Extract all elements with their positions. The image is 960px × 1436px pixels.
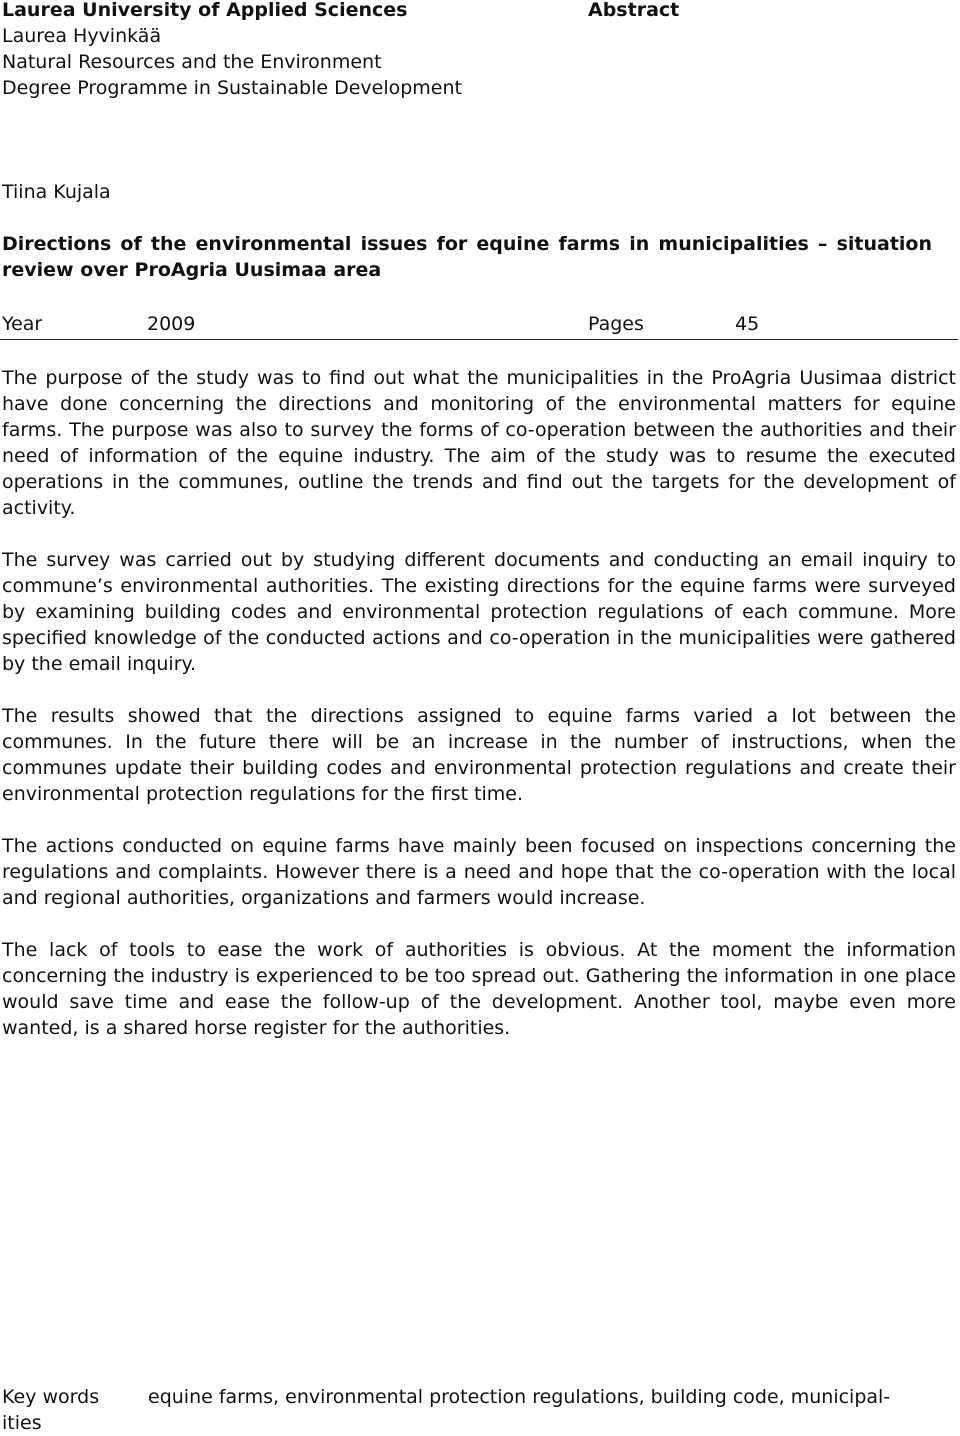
abstract-paragraph: The actions conducted on equine farms have mainly been focused on inspections concerning the regulations and complaints. However there is a need and hope that the co-operation with the local and regional authorities, organizations and farmers would increase. xyxy=(2,835,956,909)
abstract-paragraph: The results showed that the directions assigned to equine farms varied a lot between the communes. In the future there will be an increase in the number of instructions, when the communes update their building codes and environmental protection regulations and create their environmental protection regulations for the first time. xyxy=(2,705,956,805)
document-type: Abstract xyxy=(588,0,680,21)
programme-name: Degree Programme in Sustainable Development xyxy=(2,77,462,99)
pages-label: Pages xyxy=(588,313,644,335)
abstract-body xyxy=(2,365,956,1067)
thesis-title: Directions of the environmental issues for equine farms in municipalities – situation review over ProAgria Uusimaa area xyxy=(2,233,932,281)
institution-header xyxy=(2,0,572,101)
keywords-label: Key words xyxy=(2,1386,100,1408)
pages-value: 45 xyxy=(735,313,760,335)
year-label: Year xyxy=(2,313,43,335)
campus-name: Laurea Hyvinkää xyxy=(2,25,162,47)
keywords-text: equine farms, environmental protection regulations, building code, municipal- xyxy=(148,1386,891,1408)
keywords-continuation: ities xyxy=(2,1412,42,1434)
author-name: Tiina Kujala xyxy=(2,181,111,203)
meta-row xyxy=(0,311,958,340)
abstract-paragraph: The lack of tools to ease the work of authorities is obvious. At the moment the information concerning the industry is experienced to be too spread out. Gathering the information in one place would save time and ease the follow-up of the development. Another tool, maybe even more wanted, is a shared horse register for the authorities. xyxy=(2,939,956,1039)
field-name: Natural Resources and the Environment xyxy=(2,51,382,73)
year-value: 2009 xyxy=(147,313,196,335)
abstract-paragraph: The purpose of the study was to find out what the municipalities in the ProAgria Uusimaa district have done concerning the directions and monitoring of the environmental matters for equine farms. The purpose was also to survey the forms of co-operation between the authorities and their need of information of the equine industry. The aim of the study was to resume the executed operations in the communes, outline the trends and find out the targets for the development of activity. xyxy=(2,367,956,519)
university-name: Laurea University of Applied Sciences xyxy=(2,0,408,21)
abstract-paragraph: The survey was carried out by studying different documents and conducting an email inquiry to commune’s environmental authorities. The existing directions for the equine farms were surveyed by examining building codes and environmental protection regulations of each commune. More specified knowledge of the conducted actions and co-operation in the municipalities were gathered by the email inquiry. xyxy=(2,549,956,675)
